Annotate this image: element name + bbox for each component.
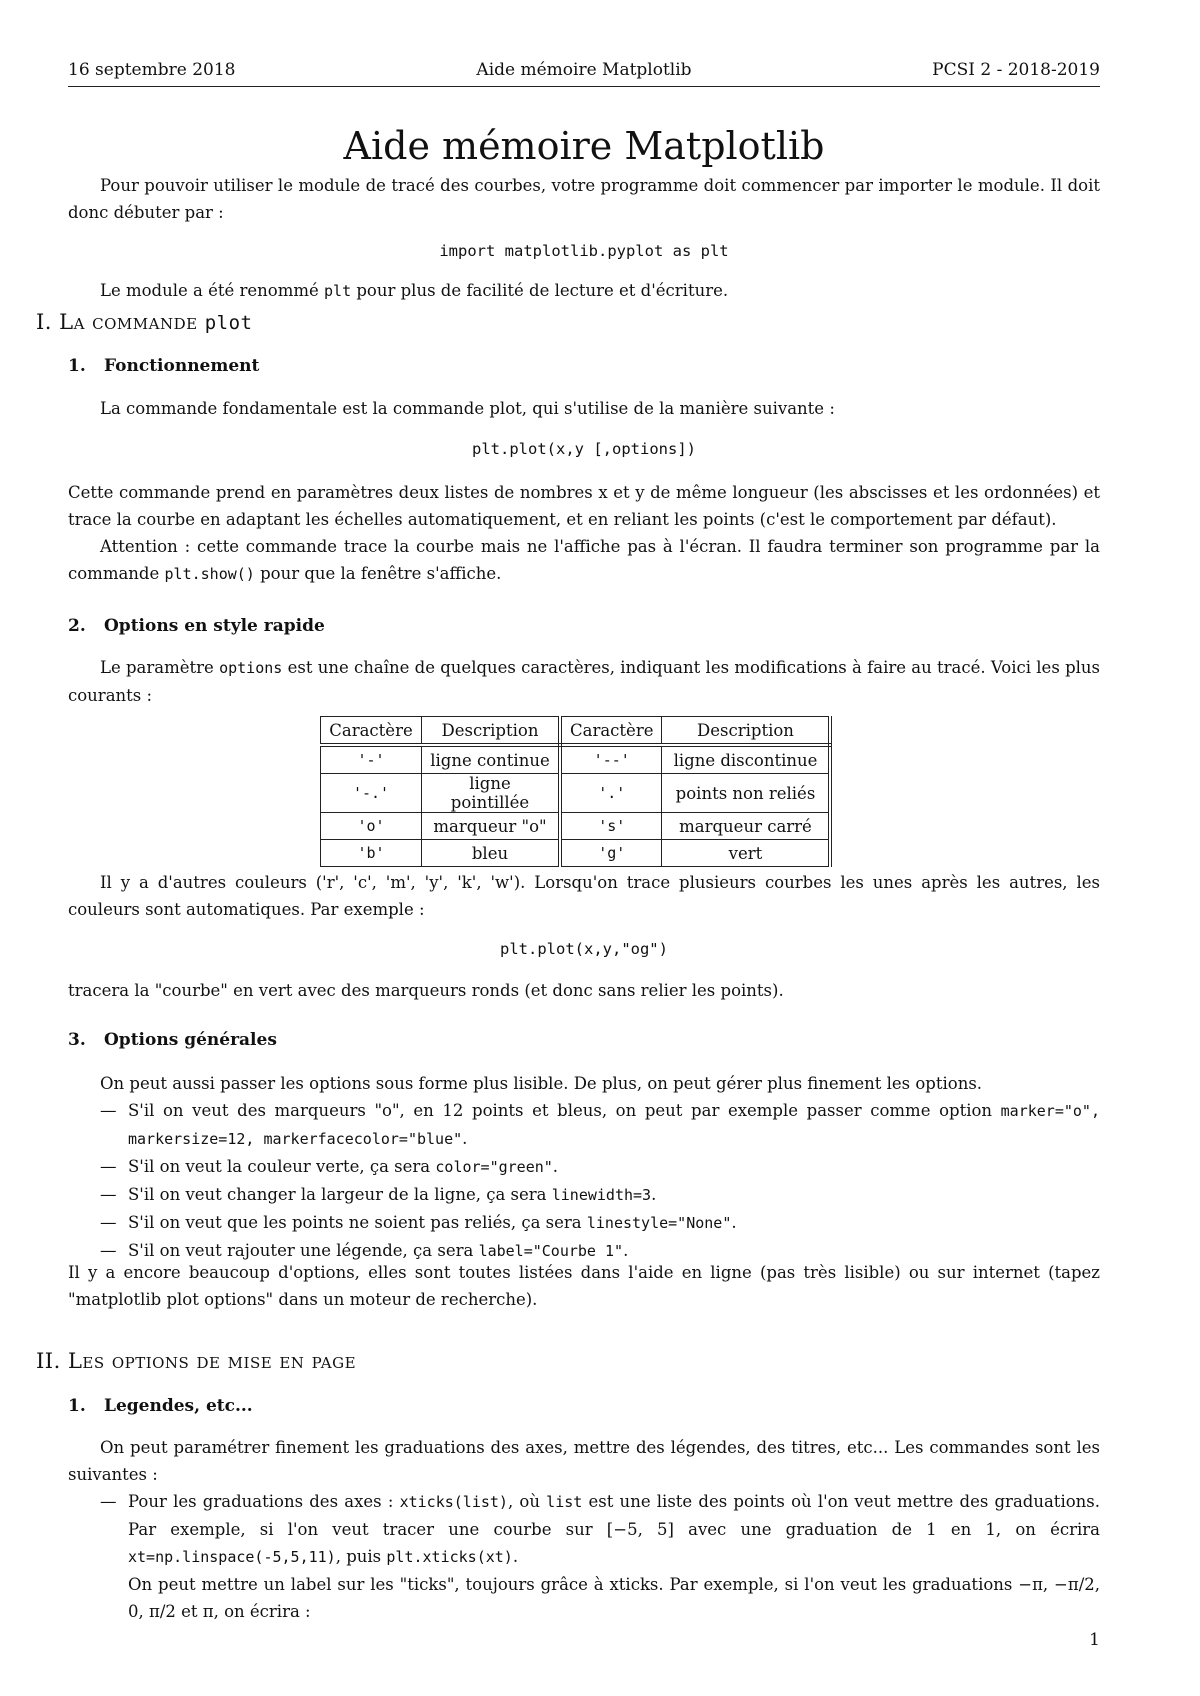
table-cell: bleu bbox=[422, 840, 561, 867]
subsection-1-3-heading: 3. Options générales bbox=[68, 1030, 277, 1050]
s1-2-code: plt.plot(x,y,"og") bbox=[500, 940, 668, 958]
s1-1-paragraph-1: La commande fondamentale est la commande plot, qui s'utilise de la manière suivante : bbox=[100, 399, 835, 418]
general-options-list bbox=[68, 1097, 1100, 1265]
header-date: 16 septembre 2018 bbox=[68, 60, 236, 80]
s1-1-paragraph-3: Attention : cette commande trace la courbe mais ne l'affiche pas à l'écran. Il faudra terminer son programme par la commande plt.show() pour que la fenêtre s'affiche. bbox=[68, 537, 1100, 583]
s1-2-paragraph-2: Il y a d'autres couleurs ('r', 'c', 'm', 'y', 'k', 'w'). Lorsqu'on trace plusieurs courbes les unes après les autres, les couleurs sont automatiques. Par exemple : bbox=[68, 873, 1100, 919]
page-number: 1 bbox=[1089, 1630, 1100, 1650]
table-cell: '.' bbox=[560, 774, 662, 813]
subsection-1-1-heading: 1. Fonctionnement bbox=[68, 356, 260, 376]
s1-1-paragraph-2: Cette commande prend en paramètres deux listes de nombres x et y de même longueur (les abscisses et les ordonnées) et trace la courbe en adaptant les échelles automatiquement, et en reliant les points (c'est le comportement par défaut). bbox=[68, 483, 1100, 529]
header-class: PCSI 2 - 2018-2019 bbox=[932, 60, 1100, 80]
list-item: — S'il on veut que les points ne soient pas reliés, ça sera linestyle="None". bbox=[100, 1213, 737, 1232]
table-header-cell: Caractère bbox=[560, 717, 662, 746]
table-row bbox=[321, 774, 831, 813]
intro-code: import matplotlib.pyplot as plt bbox=[439, 242, 729, 260]
list-item: — S'il on veut la couleur verte, ça sera color="green". bbox=[100, 1157, 559, 1176]
table-cell: 'g' bbox=[560, 840, 662, 867]
header-title: Aide mémoire Matplotlib bbox=[476, 60, 692, 80]
page-title: Aide mémoire Matplotlib bbox=[343, 124, 825, 168]
list-item: — S'il on veut rajouter une légende, ça sera label="Courbe 1". bbox=[100, 1241, 629, 1260]
subsection-1-2-heading: 2. Options en style rapide bbox=[68, 616, 325, 636]
subsection-2-1-heading: 1. Legendes, etc... bbox=[68, 1396, 253, 1416]
ticks-list bbox=[68, 1488, 1100, 1625]
table-cell: ligne continue bbox=[422, 745, 561, 774]
s1-3-paragraph-1: On peut aussi passer les options sous forme plus lisible. De plus, on peut gérer plus finement les options. bbox=[100, 1074, 983, 1093]
table-cell: ligne pointillée bbox=[422, 774, 561, 813]
table-cell: marqueur carré bbox=[662, 813, 831, 840]
table-header-row bbox=[321, 717, 831, 746]
intro-paragraph: Pour pouvoir utiliser le module de tracé des courbes, votre programme doit commencer par importer le module. Il doit donc débuter par : bbox=[68, 176, 1100, 222]
list-item: — Pour les graduations des axes : xticks(list), où list est une liste des points où l'on veut mettre des graduations. Par exemple, si l'on veut tracer une courbe sur [−5, 5] avec une graduation de 1 en 1, on écrira xt=np.linspace(-5,5,11), puis plt.xticks(xt). On peut mettre un label sur les "ticks", toujours grâce à xticks. Par exemple, si l'on veut les graduations −π, −π/2, 0, π/2 et π, on écrira : bbox=[100, 1492, 1100, 1621]
running-header bbox=[68, 60, 1100, 87]
table-cell: 'o' bbox=[321, 813, 422, 840]
section-1-heading: I. La commande plot bbox=[36, 310, 253, 334]
list-item: — S'il on veut changer la largeur de la ligne, ça sera linewidth=3. bbox=[100, 1185, 657, 1204]
table-row bbox=[321, 745, 831, 774]
table-cell: 's' bbox=[560, 813, 662, 840]
table-cell: '-.' bbox=[321, 774, 422, 813]
table-row bbox=[321, 813, 831, 840]
options-table bbox=[320, 716, 832, 867]
table-cell: 'b' bbox=[321, 840, 422, 867]
table-cell: '-' bbox=[321, 745, 422, 774]
table-header-cell: Description bbox=[662, 717, 831, 746]
table-row bbox=[321, 840, 831, 867]
s1-1-code: plt.plot(x,y [,options]) bbox=[472, 440, 696, 458]
table-cell: ligne discontinue bbox=[662, 745, 831, 774]
table-header-cell: Caractère bbox=[321, 717, 422, 746]
intro-paragraph-2: Le module a été renommé plt pour plus de facilité de lecture et d'écriture. bbox=[100, 281, 729, 300]
table-header-cell: Description bbox=[422, 717, 561, 746]
s1-2-paragraph-1: Le paramètre options est une chaîne de quelques caractères, indiquant les modifications à faire au tracé. Voici les plus courants : bbox=[68, 658, 1100, 705]
s1-3-paragraph-2: Il y a encore beaucoup d'options, elles sont toutes listées dans l'aide en ligne (pas très lisible) ou sur internet (tapez "matplotlib plot options" dans un moteur de recherche). bbox=[68, 1263, 1100, 1309]
s1-2-paragraph-3: tracera la "courbe" en vert avec des marqueurs ronds (et donc sans relier les points). bbox=[68, 981, 784, 1000]
section-2-heading: II. Les options de mise en page bbox=[36, 1349, 357, 1373]
table-cell: '--' bbox=[560, 745, 662, 774]
list-item: — S'il on veut des marqueurs "o", en 12 points et bleus, on peut par exemple passer comme option marker="o", markersize=12, markerfacecolor="blue". bbox=[100, 1101, 1100, 1148]
s2-1-paragraph-1: On peut paramétrer finement les graduations des axes, mettre des légendes, des titres, etc... Les commandes sont les suivantes : bbox=[68, 1438, 1100, 1484]
table-cell: points non reliés bbox=[662, 774, 831, 813]
table-cell: vert bbox=[662, 840, 831, 867]
table-cell: marqueur "o" bbox=[422, 813, 561, 840]
